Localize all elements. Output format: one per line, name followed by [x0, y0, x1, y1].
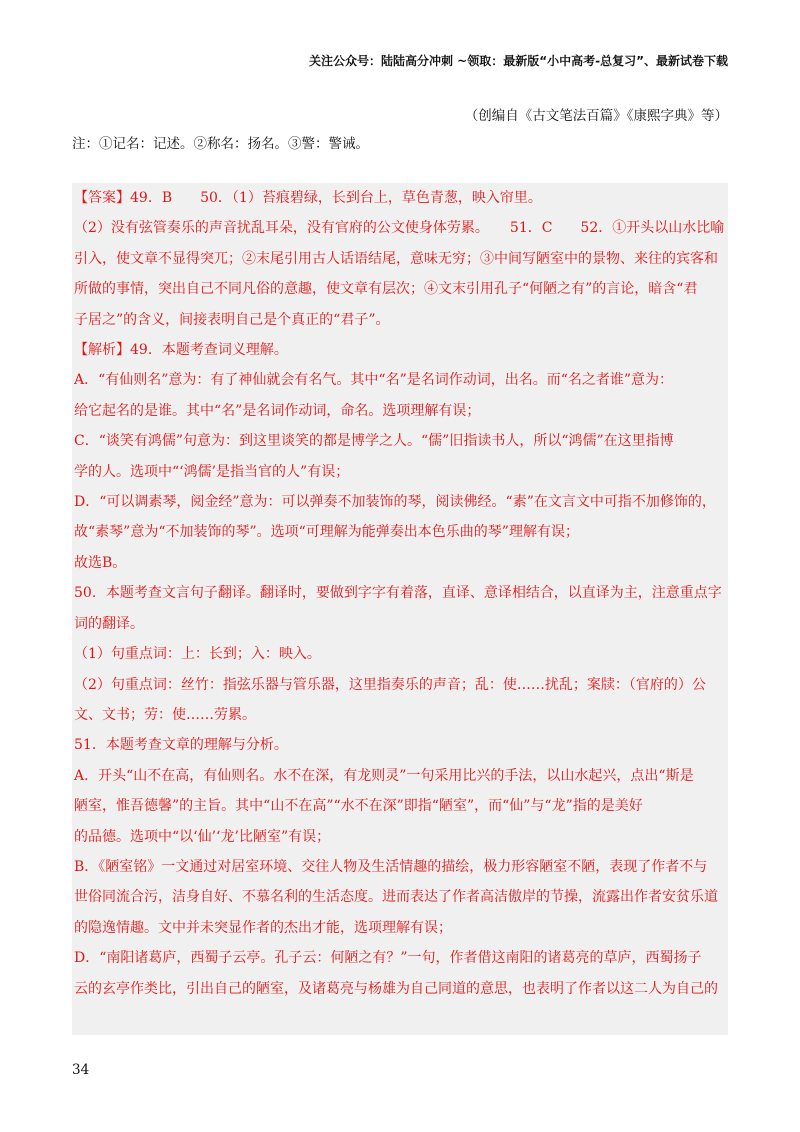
text-line: 50．本题考查文言句子翻译。翻译时，要做到字字有着落，直译、意译相结合，以直译为主，注意重点字 [74, 585, 722, 602]
text-line: （1）句重点词：上：长到；入：映入。 [74, 646, 321, 663]
text-line: 的品德。选项中“以‘仙’‘龙’比陋室”有误； [74, 828, 331, 845]
text-line: 陋室，惟吾德馨”的主旨。其中“山不在高”“水不在深”即指“陋室”，而“仙”与“龙”指的是美好 [74, 798, 643, 815]
text-line: （2）句重点词：丝竹：指弦乐器与管乐器，这里指奏乐的声音；乱：使……扰乱；案牍：（官府的）公 [74, 676, 706, 693]
text-line: 子居之”的含义，间接表明自己是个真正的“君子”。 [74, 311, 390, 328]
text-line: 故选B。 [74, 554, 127, 571]
source-note: （创编自《古文笔法百篇》《康熙字典》等） [464, 108, 728, 124]
text-line: 学的人。选项中“‘鸿儒’是指当官的人”有误； [74, 463, 350, 480]
footnote: 注：①记名：记述。②称名：扬名。③警：警诫。 [72, 136, 369, 152]
text-line: 云的玄亭作类比，引出自己的陋室，及诸葛亮与杨雄为自己同道的意思，也表明了作者以这二人为自己的 [74, 980, 718, 997]
text-line: （2）没有弦管奏乐的声音扰乱耳朵，没有官府的公文使身体劳累。 51．C 52．①开头以山水比喻 [74, 220, 725, 237]
text-line: 故“素琴”意为“不加装饰的琴”。选项“可理解为能弹奏出本色乐曲的琴”理解有误； [74, 524, 579, 541]
text-line: D．“南阳诸葛庐，西蜀子云亭。孔子云：何陋之有？”一句，作者借这南阳的诸葛亮的草庐，西蜀扬子 [74, 950, 702, 967]
answer-analysis-block [72, 183, 728, 1035]
text-line: D．“可以调素琴，阅金经”意为：可以弹奏不加装饰的琴，阅读佛经。“素”在文言文中可指不加修饰的， [74, 494, 716, 511]
text-line: A．“有仙则名”意为：有了神仙就会有名气。其中“名”是名词作动词，出名。而“名之者谁”意为： [74, 372, 674, 389]
text-line: 【答案】49．B 50．（1）苔痕碧绿，长到台上，草色青葱，映入帘里。 [74, 190, 542, 206]
text-line: 51．本题考查文章的理解与分析。 [74, 737, 288, 754]
text-line: 世俗同流合污，洁身自好、不慕名利的生活态度。进而表达了作者高洁傲岸的节操，流露出作者安贫乐道 [74, 889, 718, 906]
page-header-banner: 关注公众号：陆陆高分冲刺 ~领取：最新版“小中高考-总复习”、最新试卷下载 [309, 54, 728, 68]
text-line: 词的翻译。 [74, 615, 144, 632]
page-number: 34 [72, 1062, 90, 1078]
text-line: 给它起名的是谁。其中“名”是名词作动词，命名。选项理解有误； [74, 402, 481, 419]
text-line: 的隐逸情趣。文中并未突显作者的杰出才能，选项理解有误； [74, 919, 452, 936]
text-line: B．《陋室铭》一文通过对居室环境、交往人物及生活情趣的描绘，极力形容陋室不陋，表现了作者不与 [74, 858, 708, 875]
text-line: 【解析】49．本题考查词义理解。 [74, 342, 288, 359]
text-line: C．“谈笑有鸿儒”句意为：到这里谈笑的都是博学之人。“儒”旧指读书人，所以“鸿儒”在这里指博 [74, 433, 674, 450]
text-line: 所做的事情，突出自己不同凡俗的意趣，使文章有层次；④文末引用孔子“何陋之有”的言论，暗含“君 [74, 281, 698, 298]
text-line: A．开头“山不在高，有仙则名。水不在深，有龙则灵”一句采用比兴的手法，以山水起兴，点出“斯是 [74, 767, 694, 784]
text-line: 引入，使文章不显得突兀；②末尾引用古人话语结尾，意味无穷；③中间写陋室中的景物、来往的宾客和 [74, 250, 718, 267]
text-line: 文、文书；劳：使……劳累。 [74, 706, 256, 723]
